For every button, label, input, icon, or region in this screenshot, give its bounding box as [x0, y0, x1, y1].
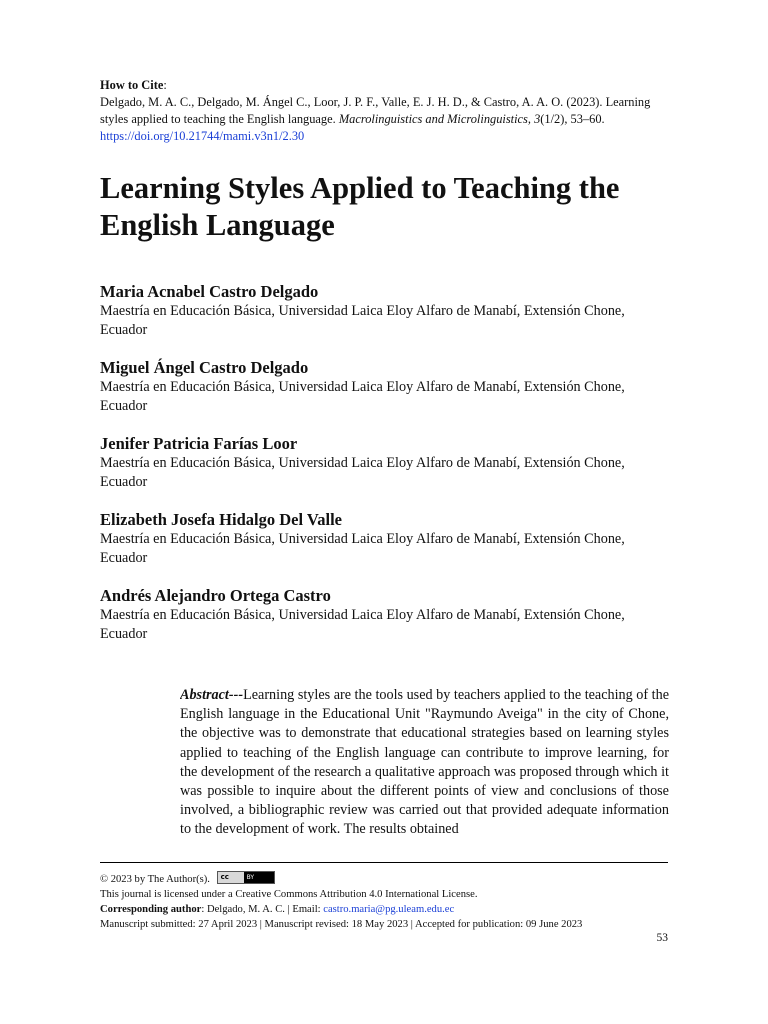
author-affiliation: Maestría en Educación Básica, Universidad Laica Eloy Alfaro de Manabí, Extensión Chone, Ecuador	[100, 379, 625, 414]
license-text: This journal is licensed under a Creative Commons Attribution 4.0 International License.	[100, 889, 478, 900]
abstract	[180, 686, 669, 852]
footer-divider	[100, 862, 668, 863]
author-affiliation: Maestría en Educación Básica, Universidad Laica Eloy Alfaro de Manabí, Extensión Chone, Ecuador	[100, 531, 625, 566]
author-entry	[100, 358, 668, 416]
author-entry	[100, 586, 668, 644]
cite-journal: Macrolinguistics and Microlinguistics, 3	[338, 112, 541, 126]
corresponding-value: : Delgado, M. A. C. | Email:	[201, 904, 324, 915]
manuscript-dates: Manuscript submitted: 27 April 2023 | Manuscript revised: 18 May 2023 | Accepted for publication: 09 June 2023	[100, 919, 583, 930]
copyright-text: © 2023 by The Author(s).	[100, 874, 210, 885]
corresponding-author	[100, 902, 668, 917]
author-entry	[100, 434, 668, 492]
author-name: Elizabeth Josefa Hidalgo Del Valle	[100, 510, 343, 529]
footer	[100, 871, 668, 932]
author-entry	[100, 282, 668, 340]
cite-reference: Delgado, M. A. C., Delgado, M. Ángel C., Loor, J. P. F., Valle, E. J. H. D., & Castro, A. A. O. (2023). Learning styles applied to teaching the English language.	[100, 95, 651, 126]
abstract-label: Abstract---	[180, 687, 244, 703]
page-number: 53	[656, 932, 668, 944]
abstract-text: Learning styles are the tools used by teachers applied to the teaching of the English language in the Educational Unit "Raymundo Aveiga" in the city of Chone, the objective was to demonstrate that educational strategies based on learning styles applied to teaching of the English language can contribute to improve learning, for the development of the research a qualitative approach was proposed through which it was possible to inquire about the different points of view and conclusions of those involved, a bibliographic review was carried out that provided adequate information to the development of work. The results obtained	[180, 687, 669, 838]
copyright-line	[100, 871, 668, 887]
author-affiliation: Maestría en Educación Básica, Universidad Laica Eloy Alfaro de Manabí, Extensión Chone, Ecuador	[100, 303, 625, 338]
cite-heading: How to Cite	[100, 78, 164, 92]
email-link[interactable]: castro.maria@pg.uleam.edu.ec	[323, 904, 455, 915]
corresponding-label: Corresponding author	[100, 904, 202, 915]
cite-colon: :	[163, 78, 167, 92]
author-entry	[100, 510, 668, 568]
author-list	[100, 282, 668, 662]
author-name: Andrés Alejandro Ortega Castro	[100, 586, 331, 605]
how-to-cite-block	[100, 77, 668, 145]
author-affiliation: Maestría en Educación Básica, Universidad Laica Eloy Alfaro de Manabí, Extensión Chone, Ecuador	[100, 607, 625, 642]
author-name: Maria Acnabel Castro Delgado	[100, 282, 319, 301]
by-badge-text: BY	[246, 874, 255, 881]
cc-badge-text: cc	[220, 873, 229, 881]
cc-by-license-icon[interactable]	[217, 871, 275, 884]
author-affiliation: Maestría en Educación Básica, Universidad Laica Eloy Alfaro de Manabí, Extensión Chone, Ecuador	[100, 455, 625, 490]
cite-volume: (1/2), 53–60.	[540, 112, 605, 126]
author-name: Jenifer Patricia Farías Loor	[100, 434, 298, 453]
article-title: Learning Styles Applied to Teaching the English Language	[100, 171, 620, 242]
doi-link[interactable]: https://doi.org/10.21744/mami.v3n1/2.30	[100, 129, 305, 143]
author-name: Miguel Ángel Castro Delgado	[100, 358, 309, 377]
